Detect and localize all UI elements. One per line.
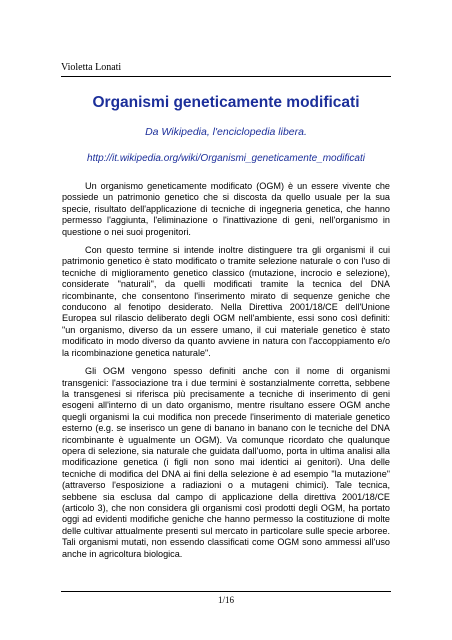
page-number: 1/16 (217, 595, 234, 605)
header-divider (61, 76, 391, 77)
page-subtitle: Da Wikipedia, l'enciclopedia libera. (145, 126, 307, 138)
footer-divider (61, 591, 391, 592)
source-url: http://it.wikipedia.org/wiki/Organismi_geneticamente_modificati (87, 153, 365, 164)
paragraph-2: Con questo termine si intende inoltre distinguere tra gli organismi il cui patrimonio genetico è stato modificato o tramite selezione naturale o con l'uso di tecniche di miglioramento genetico classico (mutazione, incrocio e selezione), considerate "naturali", da quelli modificati tramite la tecnica del DNA ricombinante, che consentono l'inserimento mirato di sequenze geniche che conducono al fenotipo desiderato. Nella Direttiva 2001/18/CE dell'Unione Europea sul rilascio deliberato degli OGM nell'ambiente, essi sono così definiti: "un organismo, diverso da un essere umano, il cui materiale genetico è stato modificato in modo diverso da quanto avviene in natura con l'accoppiamento e/o la ricombinazione genetica naturale". (62, 245, 390, 358)
article-body (62, 181, 390, 567)
paragraph-1: Un organismo geneticamente modificato (OGM) è un essere vivente che possiede un patrimonio genetico che si discosta da quello usuale per la sua specie, risultato dell'applicazione di tecniche di ingegneria genetica, che hanno permesso l'aggiunta, l'eliminazione o l'inattivazione di geni, nell'organismo in questione o nei suoi progenitori. (62, 181, 390, 237)
header-author: Violetta Lonati (61, 62, 122, 73)
page-title: Organismi geneticamente modificati (92, 94, 360, 111)
paragraph-3: Gli OGM vengono spesso definiti anche con il nome di organismi transgenici: l'associazione tra i due termini è sostanzialmente corretta, sebbene la transgenesi si riferisca più precisamente a tecniche di inserimento di geni esogeni all'interno di un dato organismo, mentre risultano essere OGM anche quegli organismi la cui modifica non precede l'inserimento di materiale genetico esterno (e.g. se inserisco un gene di banano in banano con le tecniche del DNA ricombinante è ugualmente un OGM). Va comunque ricordato che qualunque opera di selezione, sia naturale che guidata dall'uomo, porta in ultima analisi alla modificazione genetica (i figli non sono mai identici ai genitori). Una delle tecniche di modifica del DNA ai fini della selezione è ad esempio "la mutazione" (attraverso l'esposizione a radiazioni o a mutageni chimici). Tale tecnica, sebbene sia esclusa dal campo di applicazione della direttiva 2001/18/CE (articolo 3), che non considera gli organismi così prodotti degli OGM, ha portato oggi ad evidenti modifiche geniche che hanno permesso la costituzione di molte delle cultivar attualmente presenti sul mercato in particolare sulle specie arboree. Tali organismi mutati, non essendo classificati come OGM sono ammessi all'uso anche in agricoltura biologica. (62, 366, 390, 559)
